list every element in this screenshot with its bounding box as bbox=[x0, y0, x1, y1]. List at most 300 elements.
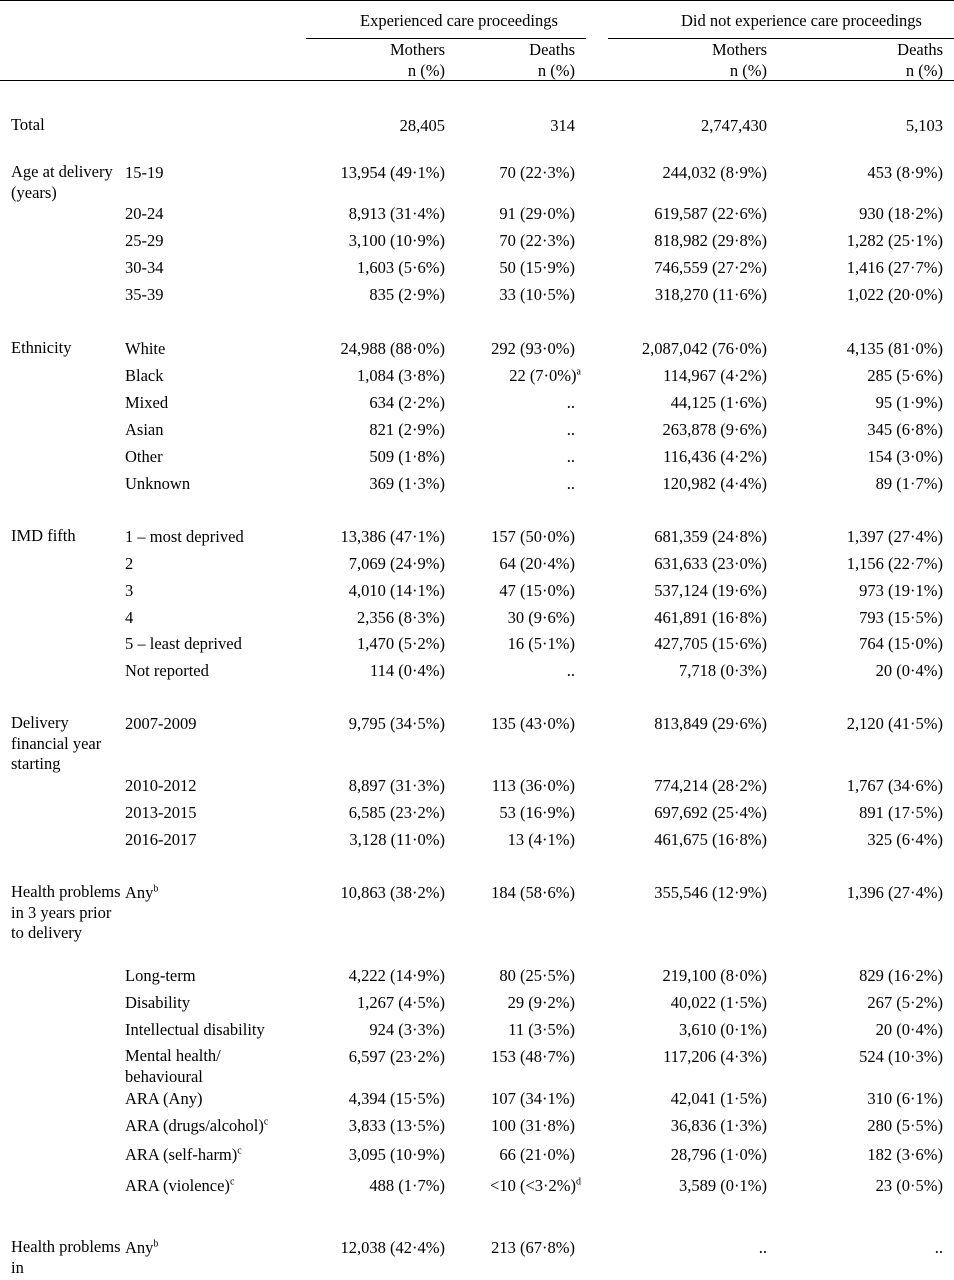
table-cell-col1 bbox=[369, 1020, 445, 1039]
cell-value: 9,795 (34·5%) bbox=[348, 714, 445, 733]
table-cell-col4 bbox=[859, 204, 943, 223]
row-category-text: Mental health/ behavioural bbox=[125, 1046, 221, 1086]
table-cell-col2 bbox=[499, 581, 575, 600]
table-cell-col1 bbox=[341, 1238, 445, 1257]
cell-value: 70 (22·3%) bbox=[499, 231, 575, 250]
table-cell-col2 bbox=[491, 1047, 575, 1066]
row-category-text: 20-24 bbox=[125, 204, 164, 223]
table-cell-col3 bbox=[654, 608, 767, 627]
cell-value: 22 (7·0%) bbox=[509, 366, 577, 385]
row-category-text: ARA (Any) bbox=[125, 1089, 203, 1108]
table-cell-col4 bbox=[876, 1020, 943, 1039]
row-category bbox=[125, 1046, 275, 1087]
cell-value: 1,084 (3·8%) bbox=[357, 366, 445, 385]
row-category bbox=[125, 883, 158, 902]
cell-value: 764 (15·0%) bbox=[859, 634, 943, 653]
cell-value: 1,156 (22·7%) bbox=[846, 554, 943, 573]
cell-value: 13,954 (49·1%) bbox=[340, 163, 445, 182]
cell-value: 1,470 (5·2%) bbox=[357, 634, 445, 653]
table-cell-col1 bbox=[349, 204, 445, 223]
row-category-text: 1 – most deprived bbox=[125, 527, 244, 546]
table-cell-col2 bbox=[499, 163, 575, 182]
row-category-text: ARA (violence) bbox=[125, 1176, 230, 1195]
cell-value: .. bbox=[566, 420, 575, 439]
cell-value: 280 (5·5%) bbox=[867, 1116, 943, 1135]
row-category-text: ARA (self-harm) bbox=[125, 1145, 238, 1164]
cell-value: 524 (10·3%) bbox=[859, 1047, 943, 1066]
table-cell-col4 bbox=[876, 474, 943, 493]
cell-value: 91 (29·0%) bbox=[499, 204, 575, 223]
row-category bbox=[125, 993, 190, 1012]
col-header-3-line1: Mothers bbox=[712, 40, 767, 59]
cell-value: 1,022 (20·0%) bbox=[846, 285, 943, 304]
table-cell-col3 bbox=[701, 116, 767, 135]
footnote-marker: c bbox=[229, 1176, 235, 1188]
table-cell-col2 bbox=[499, 258, 575, 277]
table-cell-col2 bbox=[499, 204, 575, 223]
table-cell-col3 bbox=[663, 420, 767, 439]
cell-value: 2,087,042 (76·0%) bbox=[641, 339, 767, 358]
footnote-marker: c bbox=[263, 1116, 269, 1128]
cell-value: 157 (50·0%) bbox=[491, 527, 575, 546]
row-category-text: 2013-2015 bbox=[125, 803, 197, 822]
table-cell-col1 bbox=[349, 830, 445, 849]
cell-value: 3,610 (0·1%) bbox=[679, 1020, 767, 1039]
row-category bbox=[125, 634, 242, 653]
table-cell-col3 bbox=[654, 231, 767, 250]
cell-value: 10,863 (38·2%) bbox=[340, 883, 445, 902]
col-header-4-line2: n (%) bbox=[905, 61, 943, 80]
row-category-text: Black bbox=[125, 366, 164, 385]
cell-value: 4,135 (81·0%) bbox=[846, 339, 943, 358]
table-cell-col2 bbox=[491, 1116, 575, 1135]
cell-value: 3,833 (13·5%) bbox=[348, 1116, 445, 1135]
table-cell-col3 bbox=[655, 285, 767, 304]
table-cell-col3 bbox=[671, 1116, 767, 1135]
table-cell-col1 bbox=[369, 393, 445, 412]
table-cell-col1 bbox=[341, 883, 445, 902]
table-cell-col2 bbox=[490, 1176, 581, 1195]
table-cell-col1 bbox=[369, 420, 445, 439]
cell-value: 345 (6·8%) bbox=[867, 420, 943, 439]
cell-value: 1,267 (4·5%) bbox=[357, 993, 445, 1012]
cell-value: 818,982 (29·8%) bbox=[654, 231, 767, 250]
cell-value: 44,125 (1·6%) bbox=[670, 393, 767, 412]
cell-value: 213 (67·8%) bbox=[491, 1238, 575, 1257]
table-cell-col3 bbox=[642, 339, 767, 358]
table-cell-col1 bbox=[349, 1089, 445, 1108]
cell-value: 1,396 (27·4%) bbox=[846, 883, 943, 902]
table-cell-col4 bbox=[906, 116, 943, 135]
cell-value: 219,100 (8·0%) bbox=[662, 966, 767, 985]
table-cell-col2 bbox=[499, 285, 575, 304]
cell-value: 3,128 (11·0%) bbox=[349, 830, 445, 849]
row-category-text: Long-term bbox=[125, 966, 196, 985]
cell-value: .. bbox=[566, 447, 575, 466]
cell-value: 20 (0·4%) bbox=[875, 1020, 943, 1039]
table-cell-col1 bbox=[357, 993, 445, 1012]
table-cell-col2 bbox=[567, 420, 575, 439]
table-cell-col2 bbox=[491, 339, 575, 358]
table-cell-col4 bbox=[867, 447, 943, 466]
row-category-text: 4 bbox=[125, 608, 134, 627]
table-cell-col4 bbox=[847, 231, 943, 250]
cell-value: 42,041 (1·5%) bbox=[670, 1089, 767, 1108]
cell-value: 64 (20·4%) bbox=[499, 554, 575, 573]
table-cell-col3 bbox=[679, 1176, 767, 1195]
cell-value: 30 (9·6%) bbox=[507, 608, 575, 627]
table-cell-col1 bbox=[369, 285, 445, 304]
cell-value: 16 (5·1%) bbox=[507, 634, 575, 653]
cell-value: 4,010 (14·1%) bbox=[348, 581, 445, 600]
cell-value: 924 (3·3%) bbox=[369, 1020, 445, 1039]
cell-value: 829 (16·2%) bbox=[859, 966, 943, 985]
table-cell-col1 bbox=[349, 1145, 445, 1164]
cell-value: 453 (8·9%) bbox=[867, 163, 943, 182]
cell-value: 891 (17·5%) bbox=[859, 803, 943, 822]
table-cell-col4 bbox=[847, 339, 943, 358]
cell-value: 427,705 (15·6%) bbox=[654, 634, 767, 653]
footnote-marker: b bbox=[153, 1238, 159, 1250]
col-header-1-line1: Mothers bbox=[390, 40, 445, 59]
table-cell-col1 bbox=[369, 1176, 445, 1195]
table-cell-col4 bbox=[859, 1047, 943, 1066]
table-cell-col4 bbox=[876, 661, 943, 680]
table-cell-col1 bbox=[349, 803, 445, 822]
cell-value: 70 (22·3%) bbox=[499, 163, 575, 182]
cell-value: 28,405 bbox=[399, 116, 445, 135]
row-category bbox=[125, 554, 133, 573]
table-cell-col4 bbox=[847, 258, 943, 277]
row-category-text: 2 bbox=[125, 554, 134, 573]
cell-value: 114 (0·4%) bbox=[370, 661, 445, 680]
col-header-2-line2: n (%) bbox=[537, 61, 575, 80]
section-label: Total bbox=[11, 115, 45, 134]
row-category bbox=[125, 966, 196, 985]
row-category bbox=[125, 1020, 265, 1039]
cell-value: 509 (1·8%) bbox=[369, 447, 445, 466]
table-cell-col1 bbox=[357, 366, 445, 385]
cell-value: 318,270 (11·6%) bbox=[654, 285, 767, 304]
cell-value: .. bbox=[758, 1238, 767, 1257]
table-cell-col4 bbox=[859, 608, 943, 627]
table-cell-col3 bbox=[759, 1238, 767, 1257]
table-cell-col3 bbox=[654, 581, 767, 600]
cell-value: 835 (2·9%) bbox=[369, 285, 445, 304]
table-cell-col2 bbox=[508, 830, 575, 849]
table-cell-col3 bbox=[654, 776, 767, 795]
header-bottom-rule bbox=[0, 80, 954, 81]
table-cell-col2 bbox=[508, 634, 575, 653]
cell-value: 1,603 (5·6%) bbox=[357, 258, 445, 277]
table-cell-col3 bbox=[654, 803, 767, 822]
table-cell-col2 bbox=[491, 883, 575, 902]
cell-value: 292 (93·0%) bbox=[491, 339, 575, 358]
table-cell-col3 bbox=[671, 1145, 767, 1164]
cell-value: 973 (19·1%) bbox=[859, 581, 943, 600]
cell-value: 135 (43·0%) bbox=[491, 714, 575, 733]
row-category bbox=[125, 285, 164, 304]
table-cell-col2 bbox=[499, 554, 575, 573]
table-cell-col1 bbox=[349, 776, 445, 795]
section-label: Ethnicity bbox=[11, 338, 72, 357]
cell-value: 3,095 (10·9%) bbox=[348, 1145, 445, 1164]
cell-value: 40,022 (1·5%) bbox=[670, 993, 767, 1012]
table-cell-col4 bbox=[867, 830, 943, 849]
cell-value: 1,767 (34·6%) bbox=[846, 776, 943, 795]
cell-value: .. bbox=[566, 474, 575, 493]
cell-value: 263,878 (9·6%) bbox=[662, 420, 767, 439]
cell-value: 113 (36·0%) bbox=[491, 776, 575, 795]
cell-value: 114,967 (4·2%) bbox=[663, 366, 767, 385]
cell-value: 33 (10·5%) bbox=[499, 285, 575, 304]
table-cell-col4 bbox=[876, 1176, 943, 1195]
cell-value: 4,222 (14·9%) bbox=[348, 966, 445, 985]
row-category bbox=[125, 258, 164, 277]
table-cell-col4 bbox=[867, 420, 943, 439]
row-category-text: Any bbox=[125, 1238, 154, 1257]
row-category bbox=[125, 803, 197, 822]
table-cell-col4 bbox=[859, 634, 943, 653]
row-category bbox=[125, 1238, 158, 1257]
section-label: Delivery financial year starting bbox=[11, 713, 102, 773]
cell-value: 28,796 (1·0%) bbox=[670, 1145, 767, 1164]
cell-value: 154 (3·0%) bbox=[867, 447, 943, 466]
cell-value: 23 (0·5%) bbox=[875, 1176, 943, 1195]
cell-value: 6,585 (23·2%) bbox=[348, 803, 445, 822]
cell-value: 461,891 (16·8%) bbox=[654, 608, 767, 627]
col-header-1-line2: n (%) bbox=[407, 61, 445, 80]
table-cell-col1 bbox=[349, 231, 445, 250]
row-category-text: 35-39 bbox=[125, 285, 164, 304]
cell-value: 100 (31·8%) bbox=[491, 1116, 575, 1135]
cell-value: 2,747,430 bbox=[701, 116, 767, 135]
row-category bbox=[125, 366, 164, 385]
cell-value: 80 (25·5%) bbox=[499, 966, 575, 985]
row-category bbox=[125, 581, 133, 600]
table-cell-col3 bbox=[679, 1020, 767, 1039]
row-category-text: Asian bbox=[125, 420, 164, 439]
footnote-marker: d bbox=[576, 1176, 581, 1188]
cell-value: 634 (2·2%) bbox=[369, 393, 445, 412]
table-cell-col3 bbox=[671, 1089, 767, 1108]
row-category bbox=[125, 714, 197, 733]
cell-value: 7,718 (0·3%) bbox=[679, 661, 767, 680]
section-label: Health problems in bbox=[11, 1237, 121, 1277]
row-category-text: 2007-2009 bbox=[125, 714, 197, 733]
table-cell-col3 bbox=[654, 830, 767, 849]
table-cell-col4 bbox=[867, 163, 943, 182]
row-category-text: 5 – least deprived bbox=[125, 634, 242, 653]
cell-value: 631,633 (23·0%) bbox=[654, 554, 767, 573]
cell-value: 461,675 (16·8%) bbox=[654, 830, 767, 849]
table-cell-col3 bbox=[654, 883, 767, 902]
cell-value: 314 bbox=[550, 116, 575, 135]
cell-value: 6,597 (23·2%) bbox=[348, 1047, 445, 1066]
table-cell-col3 bbox=[654, 258, 767, 277]
row-category bbox=[125, 447, 163, 466]
cell-value: 7,069 (24·9%) bbox=[348, 554, 445, 573]
table-cell-col4 bbox=[859, 581, 943, 600]
cell-value: 3,100 (10·9%) bbox=[348, 231, 445, 250]
cell-value: 107 (34·1%) bbox=[491, 1089, 575, 1108]
table-cell-col3 bbox=[654, 204, 767, 223]
table-cell-col2 bbox=[508, 1020, 575, 1039]
row-category bbox=[125, 1176, 234, 1195]
table-cell-col1 bbox=[370, 661, 445, 680]
table-cell-col3 bbox=[654, 527, 767, 546]
table-cell-col3 bbox=[663, 447, 767, 466]
row-category bbox=[125, 204, 164, 223]
cell-value: 821 (2·9%) bbox=[369, 420, 445, 439]
cell-value: 50 (15·9%) bbox=[499, 258, 575, 277]
cell-value: 95 (1·9%) bbox=[875, 393, 943, 412]
table-cell-col1 bbox=[349, 1116, 445, 1135]
row-category bbox=[125, 420, 164, 439]
table-cell-col3 bbox=[654, 554, 767, 573]
table-cell-col4 bbox=[859, 803, 943, 822]
cell-value: <10 (<3·2%) bbox=[490, 1176, 576, 1195]
row-category bbox=[125, 393, 168, 412]
row-category bbox=[125, 163, 164, 182]
cell-value: 116,436 (4·2%) bbox=[663, 447, 767, 466]
row-category-text: Disability bbox=[125, 993, 191, 1012]
row-category bbox=[125, 1116, 268, 1135]
cell-value: .. bbox=[566, 661, 575, 680]
col-header-4-line1: Deaths bbox=[897, 40, 943, 59]
row-category-text: 2010-2012 bbox=[125, 776, 197, 795]
row-category-text: Unknown bbox=[125, 474, 191, 493]
group-header-experienced: Experienced care proceedings bbox=[360, 11, 558, 30]
table-cell-col2 bbox=[567, 447, 575, 466]
row-category bbox=[125, 339, 165, 358]
table-cell-col2 bbox=[491, 1238, 575, 1257]
section-label: Age at delivery (years) bbox=[11, 162, 113, 202]
cell-value: 20 (0·4%) bbox=[875, 661, 943, 680]
cell-value: 1,397 (27·4%) bbox=[846, 527, 943, 546]
cell-value: 619,587 (22·6%) bbox=[654, 204, 767, 223]
table-cell-col1 bbox=[341, 527, 445, 546]
cell-value: 2,356 (8·3%) bbox=[357, 608, 445, 627]
cell-value: 8,897 (31·3%) bbox=[348, 776, 445, 795]
table-cell-col4 bbox=[847, 776, 943, 795]
table-cell-col1 bbox=[349, 714, 445, 733]
table-cell-col1 bbox=[357, 608, 445, 627]
cell-value: 12,038 (42·4%) bbox=[340, 1238, 445, 1257]
table-cell-col4 bbox=[867, 366, 943, 385]
cell-value: 746,559 (27·2%) bbox=[654, 258, 767, 277]
cell-value: 537,124 (19·6%) bbox=[654, 581, 767, 600]
table-cell-col1 bbox=[369, 474, 445, 493]
row-category-text: Intellectual disability bbox=[125, 1020, 265, 1039]
table-cell-col3 bbox=[663, 474, 767, 493]
table-cell-col4 bbox=[847, 527, 943, 546]
table-cell-col2 bbox=[491, 714, 575, 733]
table-cell-col1 bbox=[357, 258, 445, 277]
table-cell-col1 bbox=[400, 116, 445, 135]
table-cell-col1 bbox=[349, 1047, 445, 1066]
table-cell-col3 bbox=[663, 366, 767, 385]
cell-value: 89 (1·7%) bbox=[875, 474, 943, 493]
cell-value: .. bbox=[566, 393, 575, 412]
group-rule-not-experienced bbox=[608, 38, 954, 39]
group-header-not-experienced: Did not experience care proceedings bbox=[681, 11, 922, 30]
cell-value: 697,692 (25·4%) bbox=[654, 803, 767, 822]
table-cell-col3 bbox=[663, 1047, 767, 1066]
cell-value: 267 (5·2%) bbox=[867, 993, 943, 1012]
table-cell-col2 bbox=[499, 803, 575, 822]
cell-value: 369 (1·3%) bbox=[369, 474, 445, 493]
table-cell-col1 bbox=[341, 339, 445, 358]
table-cell-col1 bbox=[349, 966, 445, 985]
row-category bbox=[125, 1089, 202, 1108]
table-cell-col4 bbox=[847, 883, 943, 902]
cell-value: 285 (5·6%) bbox=[867, 366, 943, 385]
cell-value: 310 (6·1%) bbox=[867, 1089, 943, 1108]
row-category-text: Not reported bbox=[125, 661, 209, 680]
table-cell-col4 bbox=[847, 285, 943, 304]
table-cell-col3 bbox=[671, 393, 767, 412]
table-cell-col2 bbox=[550, 116, 575, 135]
table-cell-col3 bbox=[663, 163, 767, 182]
col-header-2-line1: Deaths bbox=[529, 40, 575, 59]
row-category bbox=[125, 608, 133, 627]
table-cell-col4 bbox=[847, 554, 943, 573]
table-cell-col4 bbox=[867, 1145, 943, 1164]
row-category bbox=[125, 527, 244, 546]
table-cell-col2 bbox=[508, 608, 575, 627]
table-cell-col3 bbox=[663, 966, 767, 985]
top-rule bbox=[0, 0, 954, 1]
cell-value: 488 (1·7%) bbox=[369, 1176, 445, 1195]
table-cell-col1 bbox=[349, 554, 445, 573]
cell-value: 4,394 (15·5%) bbox=[348, 1089, 445, 1108]
table-cell-col2 bbox=[499, 1145, 575, 1164]
table-cell-col3 bbox=[654, 634, 767, 653]
row-category-text: Other bbox=[125, 447, 163, 466]
footnote-marker: a bbox=[576, 366, 581, 378]
row-category-text: 25-29 bbox=[125, 231, 164, 250]
cell-value: 29 (9·2%) bbox=[507, 993, 575, 1012]
row-category-text: ARA (drugs/alcohol) bbox=[125, 1116, 264, 1135]
cell-value: 182 (3·6%) bbox=[867, 1145, 943, 1164]
table-cell-col2 bbox=[567, 474, 575, 493]
table-cell-col2 bbox=[499, 966, 575, 985]
cell-value: 47 (15·0%) bbox=[499, 581, 575, 600]
cell-value: 8,913 (31·4%) bbox=[348, 204, 445, 223]
cell-value: 930 (18·2%) bbox=[859, 204, 943, 223]
cell-value: 24,988 (88·0%) bbox=[340, 339, 445, 358]
row-category bbox=[125, 661, 209, 680]
row-category bbox=[125, 231, 164, 250]
table-cell-col2 bbox=[491, 527, 575, 546]
table-cell-col4 bbox=[859, 966, 943, 985]
row-category-text: 2016-2017 bbox=[125, 830, 197, 849]
table-cell-col3 bbox=[654, 714, 767, 733]
table-cell-col2 bbox=[567, 393, 575, 412]
table-cell-col1 bbox=[369, 447, 445, 466]
row-category-text: 15-19 bbox=[125, 163, 164, 182]
cell-value: 36,836 (1·3%) bbox=[670, 1116, 767, 1135]
row-category-text: 3 bbox=[125, 581, 134, 600]
cell-value: 13 (4·1%) bbox=[507, 830, 575, 849]
cell-value: 793 (15·5%) bbox=[859, 608, 943, 627]
cell-value: 153 (48·7%) bbox=[491, 1047, 575, 1066]
row-category-text: Any bbox=[125, 883, 154, 902]
cell-value: 13,386 (47·1%) bbox=[340, 527, 445, 546]
cell-value: 117,206 (4·3%) bbox=[663, 1047, 767, 1066]
row-category bbox=[125, 474, 190, 493]
